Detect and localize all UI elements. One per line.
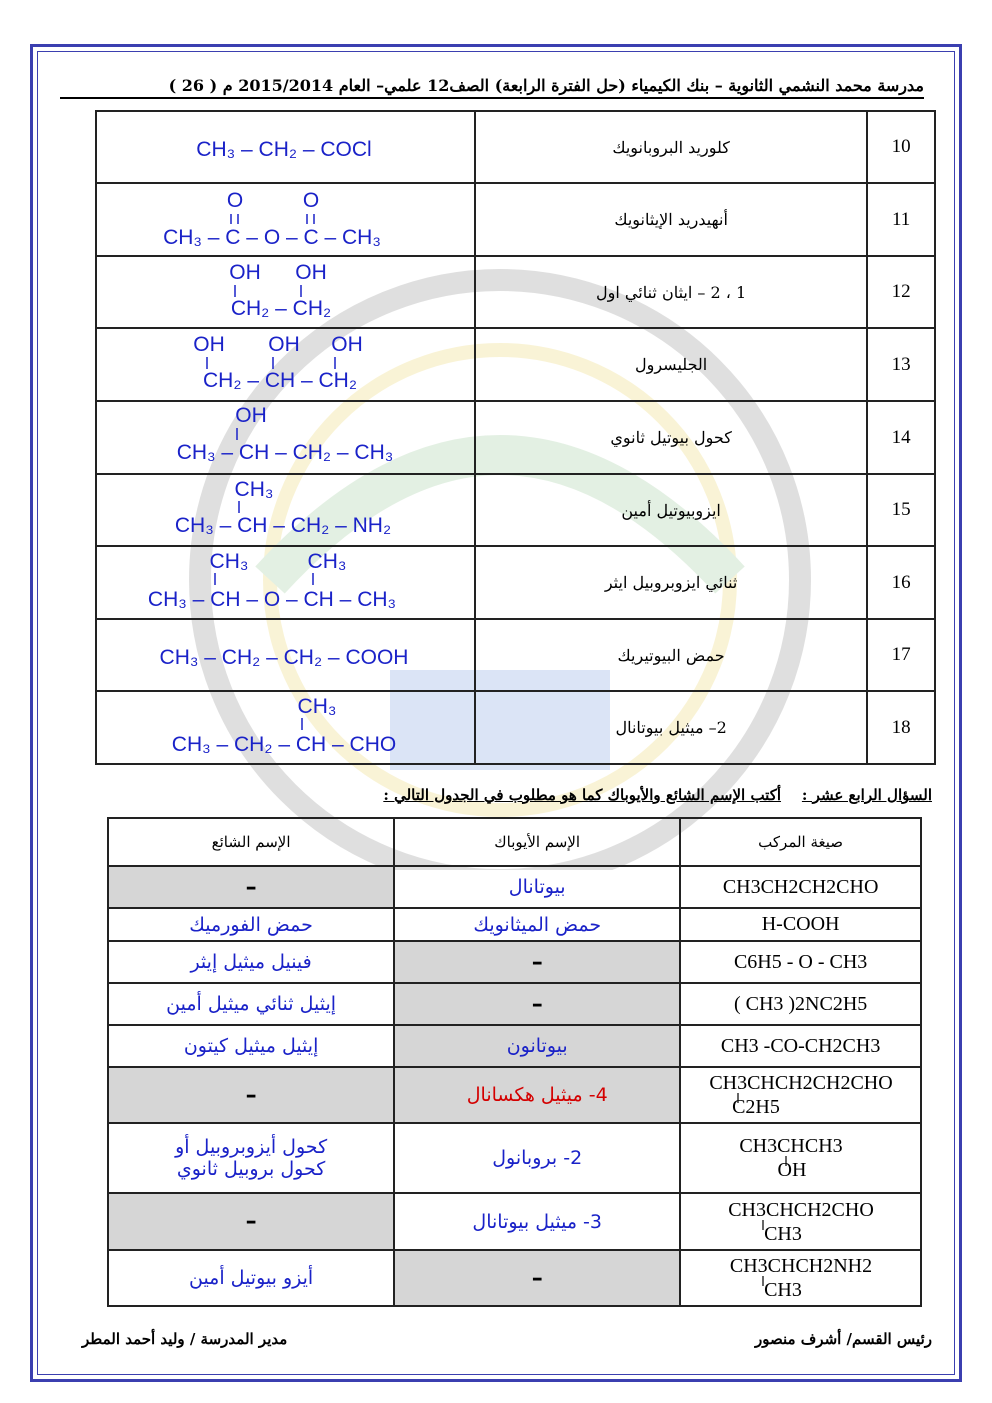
common-name: أيزو بيوتيل أمين bbox=[108, 1250, 394, 1306]
compound-formula bbox=[680, 1250, 921, 1306]
formula-branch: C2H5 bbox=[731, 1096, 780, 1118]
formula-substituent: O bbox=[302, 189, 320, 212]
table-row bbox=[96, 328, 935, 401]
table-row bbox=[108, 983, 921, 1025]
formula-line: CH₂ – CH₂ bbox=[230, 297, 332, 320]
formula-substituent: OH bbox=[235, 404, 267, 427]
compound-formula bbox=[680, 1193, 921, 1250]
formula-main-chain: CH3CHCH2CHO bbox=[727, 1198, 874, 1221]
formula-line: CH₂ – CH – CH₂ bbox=[203, 369, 357, 392]
formula-branch: CH3 bbox=[763, 1279, 802, 1301]
iupac-name: 2- بروبانول bbox=[394, 1123, 680, 1193]
compound-formula: CH3CH2CH2CHO bbox=[680, 866, 921, 908]
common-name-line: كحول بروبيل ثانوي bbox=[176, 1158, 326, 1180]
iupac-name: – bbox=[394, 941, 680, 983]
table-row bbox=[96, 401, 935, 474]
formula-line: CH₃ – CH₂ – CH – CHO bbox=[171, 733, 397, 756]
structural-formula bbox=[96, 546, 475, 619]
common-name: فينيل ميثيل إيثر bbox=[108, 941, 394, 983]
table-row bbox=[108, 1123, 921, 1193]
row-number: 16 bbox=[867, 546, 935, 619]
row-number: 13 bbox=[867, 328, 935, 401]
formula-substituent: CH₃ bbox=[307, 550, 347, 573]
compound-name: 2– ميثيل بيوتانال bbox=[475, 691, 867, 764]
iupac-name: – bbox=[394, 1250, 680, 1306]
question-14 bbox=[60, 786, 932, 804]
formula-substituent: OH bbox=[193, 333, 225, 356]
footer-principal: مدير المدرسة / وليد أحمد المطر bbox=[82, 1330, 288, 1348]
table-row bbox=[108, 1250, 921, 1306]
common-name: إيثيل ثنائي ميثيل أمين bbox=[108, 983, 394, 1025]
structural-formula bbox=[96, 111, 475, 183]
formula-line: CH₃ – CH – CH₂ – NH₂ bbox=[174, 514, 392, 537]
header-iupac: الإسم الأيوباك bbox=[394, 818, 680, 866]
table-row bbox=[96, 256, 935, 328]
footer-department-head: رئيس القسم/ أشرف منصور bbox=[754, 1330, 932, 1348]
compound-formula bbox=[680, 1123, 921, 1193]
formula-substituent: OH bbox=[331, 333, 363, 356]
table-row bbox=[108, 908, 921, 941]
table-row bbox=[96, 619, 935, 691]
page-header: مدرسة محمد النشمي الثانوية – بنك الكيمياء (حل الفترة الرابعة) الصف12 علمي– العام 2015/2014 م ( 26 ) bbox=[60, 76, 924, 99]
table-header-row bbox=[108, 818, 921, 866]
table-row bbox=[96, 691, 935, 764]
compound-name: الجليسرول bbox=[475, 328, 867, 401]
structural-formula bbox=[96, 401, 475, 474]
header-formula: صيغة المركب bbox=[680, 818, 921, 866]
compound-name: ثنائي ايزوبروبيل ايثر bbox=[475, 546, 867, 619]
compounds-table bbox=[95, 110, 936, 765]
compound-name: أنهيدريد الإيثانويك bbox=[475, 183, 867, 256]
formula-substituent: CH₃ bbox=[297, 695, 337, 718]
row-number: 18 bbox=[867, 691, 935, 764]
formula-substituent: OH bbox=[295, 261, 327, 284]
iupac-name: بيوتانون bbox=[394, 1025, 680, 1067]
formula-substituent: O bbox=[226, 189, 244, 212]
common-name: – bbox=[108, 1067, 394, 1123]
compound-name: حمض البيوتيريك bbox=[475, 619, 867, 691]
compound-name: كلوريد البروبانويك bbox=[475, 111, 867, 183]
common-name: – bbox=[108, 1193, 394, 1250]
structural-formula bbox=[96, 256, 475, 328]
table-row bbox=[108, 1067, 921, 1123]
iupac-name: 4- ميثيل هكسانال bbox=[394, 1067, 680, 1123]
table-row bbox=[108, 1025, 921, 1067]
question-label: السؤال الرابع عشر : bbox=[801, 786, 932, 804]
row-number: 14 bbox=[867, 401, 935, 474]
formula-line: CH₃ – CH₂ – COCl bbox=[196, 138, 372, 161]
table-row bbox=[108, 1193, 921, 1250]
compound-formula: C6H5 - O - CH3 bbox=[680, 941, 921, 983]
formula-substituent: CH₃ bbox=[234, 478, 274, 501]
formula-branch: CH3 bbox=[763, 1222, 802, 1245]
compound-formula bbox=[680, 1067, 921, 1123]
formula-substituent: OH bbox=[268, 333, 300, 356]
table-row bbox=[108, 866, 921, 908]
formula-line: CH₃ – CH – CH₂ – CH₃ bbox=[176, 441, 394, 464]
compound-formula: ( CH3 )2NC2H5 bbox=[680, 983, 921, 1025]
structural-formula bbox=[96, 619, 475, 691]
formula-main-chain: CH3CHCH3 bbox=[738, 1135, 843, 1157]
compound-name: ايزوبيوتيل أمين bbox=[475, 474, 867, 546]
row-number: 11 bbox=[867, 183, 935, 256]
iupac-name: – bbox=[394, 983, 680, 1025]
compound-name: 1 ، 2 – ايثان ثنائي اول bbox=[475, 256, 867, 328]
row-number: 12 bbox=[867, 256, 935, 328]
header-common: الإسم الشائع bbox=[108, 818, 394, 866]
table-row bbox=[96, 474, 935, 546]
compound-name: كحول بيوتيل ثانوي bbox=[475, 401, 867, 474]
common-name: – bbox=[108, 866, 394, 908]
common-name: إيثيل ميثيل كيتون bbox=[108, 1025, 394, 1067]
iupac-name: بيوتانال bbox=[394, 866, 680, 908]
formula-line: CH₃ – CH₂ – CH₂ – COOH bbox=[159, 646, 409, 669]
compound-formula: CH3 -CO-CH2CH3 bbox=[680, 1025, 921, 1067]
common-name: حمض الفورميك bbox=[108, 908, 394, 941]
compound-formula: H-COOH bbox=[680, 908, 921, 941]
structural-formula bbox=[96, 183, 475, 256]
formula-substituent: OH bbox=[229, 261, 261, 284]
iupac-name: 3- ميثيل بيوتانال bbox=[394, 1193, 680, 1250]
row-number: 15 bbox=[867, 474, 935, 546]
formula-line: CH₃ – CH – O – CH – CH₃ bbox=[147, 588, 397, 611]
question-text: أكتب الإسم الشائع والأيوباك كما هو مطلوب في الجدول التالي : bbox=[383, 786, 782, 804]
table-row bbox=[96, 183, 935, 256]
formula-main-chain: CH3CHCH2CH2CHO bbox=[708, 1072, 893, 1094]
structural-formula bbox=[96, 474, 475, 546]
table-row bbox=[96, 111, 935, 183]
structural-formula bbox=[96, 691, 475, 764]
table-row bbox=[96, 546, 935, 619]
common-name bbox=[108, 1123, 394, 1193]
structural-formula bbox=[96, 328, 475, 401]
common-name-line: كحول أيزوبروبيل أو bbox=[175, 1136, 328, 1158]
iupac-name: حمض الميثانويك bbox=[394, 908, 680, 941]
formula-branch: OH bbox=[777, 1159, 807, 1181]
naming-table bbox=[107, 817, 922, 1307]
formula-main-chain: CH3CHCH2NH2 bbox=[729, 1255, 872, 1277]
row-number: 17 bbox=[867, 619, 935, 691]
formula-line: CH₃ – C – O – C – CH₃ bbox=[163, 226, 381, 249]
formula-substituent: CH₃ bbox=[209, 550, 249, 573]
table-row bbox=[108, 941, 921, 983]
row-number: 10 bbox=[867, 111, 935, 183]
